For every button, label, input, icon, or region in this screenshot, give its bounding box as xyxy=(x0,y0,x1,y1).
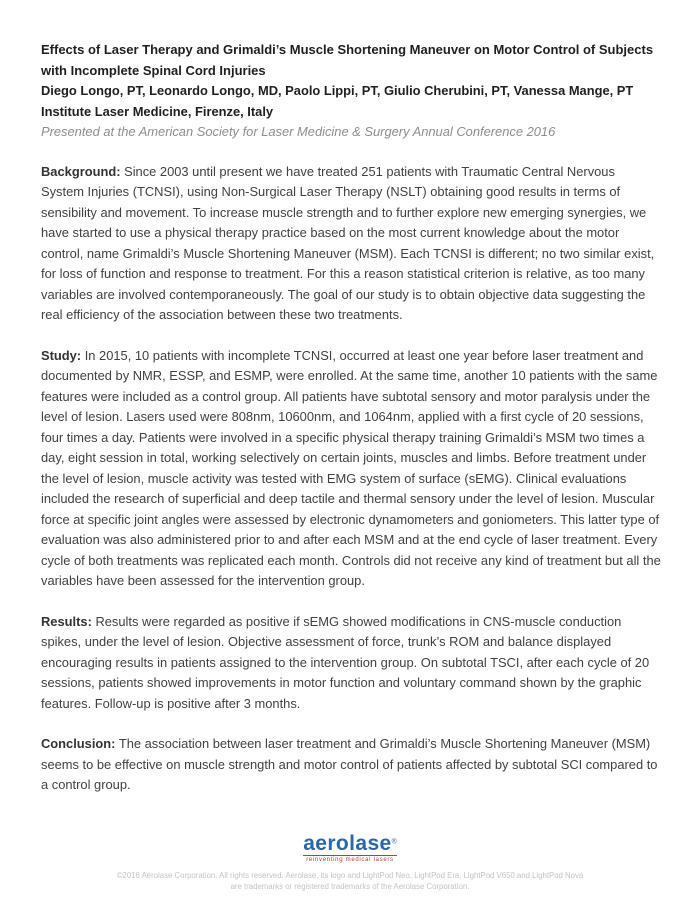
aerolase-logo-tagline: reinventing medical lasers xyxy=(303,855,397,863)
section-conclusion-text: The association between laser treatment and Grimaldi’s Muscle Shortening Maneuver (MSM) seems to be effective on muscle strength and motor control of patients affected by subtotal SCI compared to a control group. xyxy=(41,736,658,792)
section-study xyxy=(41,346,661,592)
section-study-label: Study: xyxy=(41,347,82,363)
section-background-label: Background: xyxy=(41,163,121,179)
copyright-block xyxy=(0,871,700,892)
abstract-content xyxy=(41,40,661,816)
presented-at-line: Presented at the American Society for Laser Medicine & Surgery Annual Conference 2016 xyxy=(41,124,556,139)
section-results-label: Results: xyxy=(41,613,92,629)
registered-mark-icon: ® xyxy=(391,838,397,846)
abstract-body xyxy=(41,162,661,796)
page-title: Effects of Laser Therapy and Grimaldi’s Muscle Shortening Maneuver on Motor Control of Subjects with Incomplete Spinal Cord Injuries xyxy=(41,42,654,78)
aerolase-logo xyxy=(303,833,397,863)
section-results-text: Results were regarded as positive if sEMG showed modifications in CNS-muscle conduction spikes, under the level of lesion. Objective assessment of force, trunk’s ROM and balance displayed encouraging results in patients assigned to the intervention group. On subtotal TSCI, after each cycle of 20 sessions, patients showed improvements in motor function and voluntary command shown by the graphic features. Follow-up is positive after 3 months. xyxy=(41,613,650,711)
copyright-line-1: ©2016 Aerolase Corporation. All rights reserved. Aerolase, its logo and LightPod Neo, LightPod Era, LightPod V650 and LightPod Nova xyxy=(116,871,584,880)
section-conclusion-label: Conclusion: xyxy=(41,736,116,751)
section-background-text: Since 2003 until present we have treated 251 patients with Traumatic Central Nervous System Injuries (TCNSI), using Non-Surgical Laser Therapy (NSLT) obtaining good results in terms of sensibility and movement. To increase muscle strength and to further explore new emerging synergies, we have started to use a physical therapy practice based on the most current knowledge about the motor control, name Grimaldi’s Muscle Shortening Maneuver (MSM). Each TCNSI is different; no two similar exist, for loss of function and response to treatment. For this a reason statistical criterion is relative, as too many variables are involved contemporaneously. The goal of our study is to obtain objective data suggesting the real efficiency of the association between these two treatments. xyxy=(41,163,655,322)
page-footer xyxy=(0,833,700,892)
section-conclusion xyxy=(41,734,661,796)
aerolase-logo-text: aerolase xyxy=(303,832,392,855)
affiliation-line: Institute Laser Medicine, Firenze, Italy xyxy=(41,103,274,119)
authors-line: Diego Longo, PT, Leonardo Longo, MD, Paolo Lippi, PT, Giulio Cherubini, PT, Vanessa Mange, PT xyxy=(41,83,634,98)
section-study-text: In 2015, 10 patients with incomplete TCNSI, occurred at least one year before laser treatment and documented by NMR, ESSP, and ESMP, were enrolled. At the same time, another 10 patients with the same features were included as a control group. All patients have subtotal sensory and motor paralysis under the level of lesion. Lasers used were 808nm, 10600nm, and 1064nm, applied with a first cycle of 20 sessions, four times a day. Patients were involved in a specific physical therapy training Grimaldi’s MSM two times a day, eight session in total, working selectively on certain joints, muscles and limbs. Before treatment under the level of lesion, muscle activity was tested with EMG system of surface (sEMG). Clinical evaluations included the research of superficial and deep tactile and thermal sensory under the level of lesion. Muscular force at specific joint angles were assessed by electronic dynamometers and goniometers. This latter type of evaluation was also administered prior to and after each MSM and at the end cycle of laser treatment. Every cycle of both treatments was replicated each month. Controls did not receive any kind of treatment but all the variables have been assessed for the intervention group. xyxy=(41,347,661,588)
section-results xyxy=(41,612,661,715)
copyright-line-2: are trademarks or registered trademarks of the Aerolase Corporation. xyxy=(230,881,470,891)
section-background xyxy=(41,162,661,326)
title-block xyxy=(41,40,661,143)
